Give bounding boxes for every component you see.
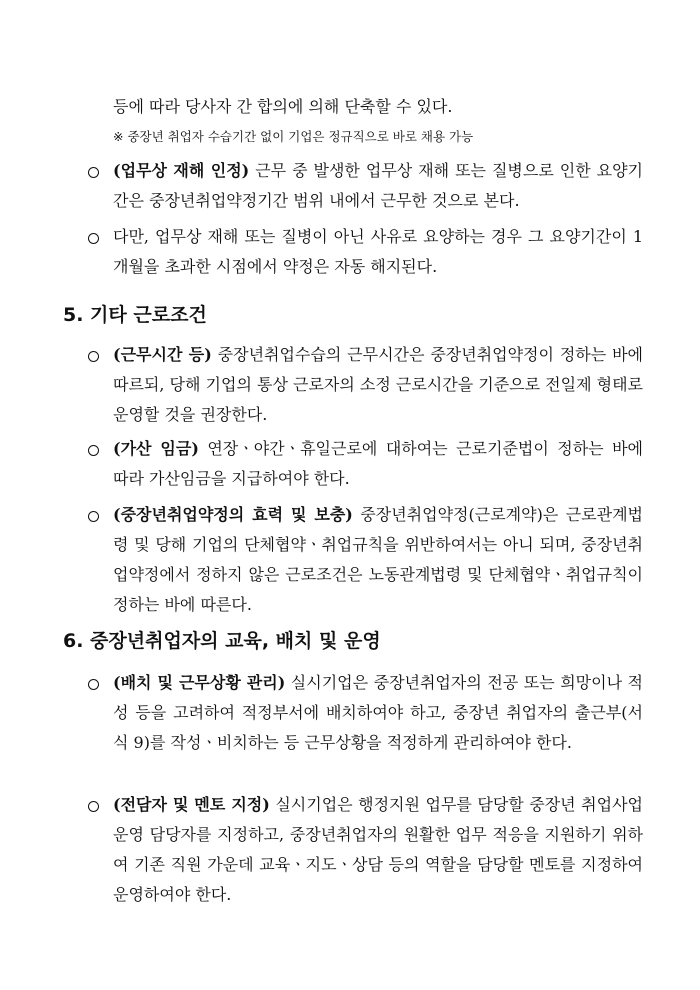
item-title: (중장년취업약정의 효력 및 보충) — [113, 505, 353, 524]
intro-note: ※ 중장년 취업자 수습기간 없이 기업은 정규직으로 바로 채용 가능 — [113, 129, 474, 144]
list-item-text — [113, 340, 643, 430]
list-item-text — [113, 222, 643, 282]
item-title: (전담자 및 멘토 지정) — [113, 795, 270, 814]
item-body: 근무 중 발생한 업무상 재해 또는 질병으로 인한 요양기간은 중장년취업약정기간 범위 내에서 근무한 것으로 본다. — [113, 161, 643, 210]
circle-bullet-icon — [88, 511, 99, 522]
item-title: (근무시간 등) — [113, 345, 212, 364]
item-body: 연장ㆍ야간ㆍ휴일근로에 대하여는 근로기준법이 정하는 바에 따라 가산임금을 지급하여야 한다. — [113, 439, 643, 488]
circle-bullet-icon — [88, 445, 99, 456]
item-title: (배치 및 근무상황 관리) — [113, 673, 286, 692]
list-item-text — [113, 156, 643, 216]
item-body: 실시기업은 중장년취업자의 전공 또는 희망이나 적성 등을 고려하여 적정부서에 배치하여야 하고, 중장년 취업자의 출근부(서식 9)를 작성ㆍ비치하는 등 근무상황을 적정하게 관리하여야 한다. — [113, 673, 643, 752]
circle-bullet-icon — [88, 233, 99, 244]
item-body: 중장년취업수습의 근무시간은 중장년취업약정이 정하는 바에 따르되, 당해 기업의 통상 근로자의 소정 근로시간을 기준으로 전일제 형태로 운영할 것을 권장한다. — [113, 345, 643, 424]
item-body: 다만, 업무상 재해 또는 질병이 아닌 사유로 요양하는 경우 그 요양기간이 1개월을 초과한 시점에서 약정은 자동 해지된다. — [113, 227, 643, 276]
item-title: (가산 임금) — [113, 439, 199, 458]
item-body: 실시기업은 행정지원 업무를 담당할 중장년 취업사업 운영 담당자를 지정하고, 중장년취업자의 원활한 업무 적응을 지원하기 위하여 기존 직원 가운데 교육ㆍ지도ㆍ상담 등의 역할을 담당할 멘토를 지정하여 운영하여야 한다. — [113, 795, 643, 904]
section-heading-6: 6. 중장년취업자의 교육, 배치 및 운영 — [63, 630, 381, 652]
section-heading-5: 5. 기타 근로조건 — [63, 304, 207, 326]
list-item-text — [113, 668, 643, 758]
item-body: 중장년취업약정(근로계약)은 근로관계법령 및 당해 기업의 단체협약ㆍ취업규칙을 위반하여서는 아니 되며, 중장년취업약정에서 정하지 않은 근로조건은 노동관계법령 및 단체협약ㆍ취업규칙이 정하는 바에 따른다. — [113, 505, 643, 614]
circle-bullet-icon — [88, 679, 99, 690]
circle-bullet-icon — [88, 167, 99, 178]
intro-continuation: 등에 따라 당사자 간 합의에 의해 단축할 수 있다. — [113, 97, 453, 116]
list-item-text — [113, 790, 643, 910]
circle-bullet-icon — [88, 351, 99, 362]
list-item-text — [113, 500, 643, 620]
list-item-text — [113, 434, 643, 494]
item-title: (업무상 재해 인정) — [113, 161, 250, 180]
circle-bullet-icon — [88, 801, 99, 812]
